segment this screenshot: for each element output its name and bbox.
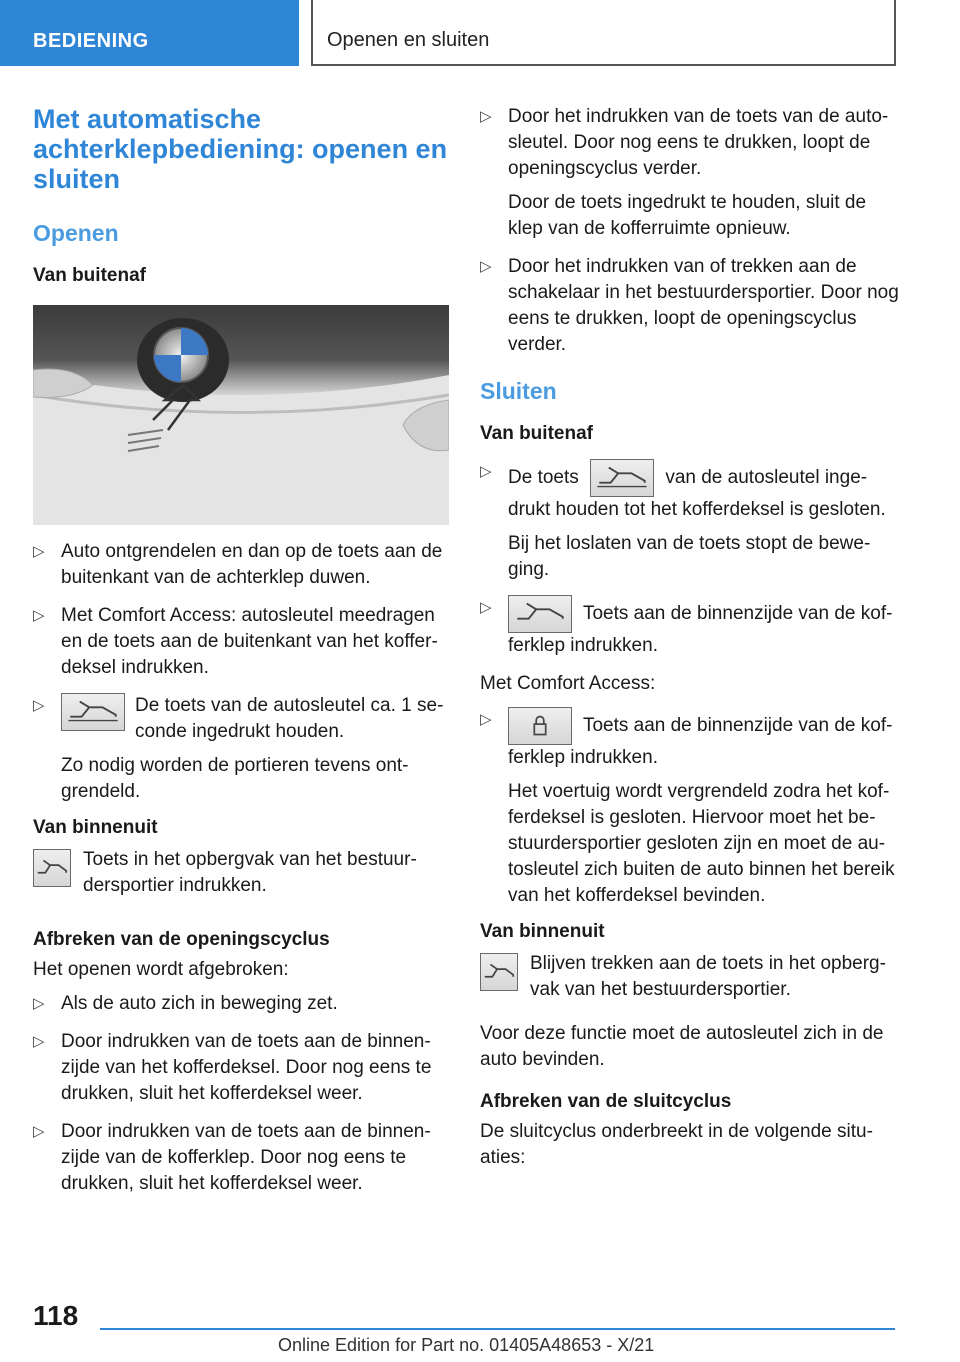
list-item: ▷ Door indrukken van de toets aan de binnenzijde van de kofferklep. Door nog eens te drukken, sluit het kofferdeksel weer. (33, 1119, 451, 1197)
key-hold-continuation: Zo nodig worden de portieren tevens ontgrendeld. (61, 755, 409, 802)
close-b1-post: van de autosleutel ingedrukt houden tot het kofferdeksel is gesloten. (508, 467, 886, 520)
section-tab (0, 0, 299, 66)
footer-divider (100, 1328, 895, 1330)
cancel-close-text: De sluitcyclus onderbreekt in de volgende situaties: (480, 1121, 873, 1168)
inside-instruction (33, 847, 451, 899)
right-column (480, 100, 900, 1171)
close-outside-heading: Van buitenaf (480, 423, 593, 444)
comfort-access-label: Met Comfort Access: (480, 673, 656, 694)
list-item: ▷ Auto ontgrendelen en dan op de toets aan de buitenkant van de achterklep duwen. (33, 539, 451, 591)
left-column (33, 100, 451, 1209)
cancel-open-intro: Het openen wordt afgebroken: (33, 959, 289, 980)
open-heading: Openen (33, 220, 119, 246)
trunk-button-icon (61, 693, 125, 731)
inside-heading: Van binnenuit (33, 817, 158, 838)
list-item: ▷ Door indrukken van de toets aan de binnenzijde van het kofferdeksel. Door nog eens te drukken, sluit het kofferdeksel weer. (33, 1029, 451, 1107)
close-b1-pre: De toets (508, 467, 579, 489)
close-b2-text: Toets aan de binnenzijde van de kofferklep indrukken. (508, 603, 893, 656)
list-item: ▷ Als de auto zich in beweging zet. (33, 991, 451, 1017)
lock-button-icon (508, 707, 572, 745)
bullet-a-text: Door het indrukken van de toets van de autosleutel. Door nog eens te drukken, loopt de openingscyclus verder. (508, 106, 889, 179)
trunk-button-icon (590, 459, 654, 497)
chapter-label: Openen en sluiten (327, 29, 490, 51)
comfort-list (480, 707, 900, 909)
function-note: Voor deze functie moet de autosleutel zich in de auto bevinden. (480, 1023, 884, 1070)
open-outside-list (33, 539, 451, 805)
open-continue-list (480, 104, 900, 358)
cancel-open-heading: Afbreken van de openingscyclus (33, 929, 330, 950)
page-title: Met automatische achterklepbediening: openen en sluiten (33, 104, 448, 194)
trunk-button-icon (33, 849, 71, 887)
list-item (480, 104, 900, 242)
bullet-a-continuation: Door de toets ingedrukt te houden, sluit de klep van de kofferruimte opnieuw. (508, 192, 867, 239)
tailgate-photo (33, 305, 449, 525)
list-item: ▷ Door het indrukken van of trekken aan de schakelaar in het bestuurdersportier. Door nog eens te drukken, loopt de openingscyclus verder. (480, 254, 900, 358)
cancel-close-heading: Afbreken van de sluitcyclus (480, 1091, 732, 1112)
chapter-tab (311, 0, 896, 66)
trunk-button-icon (508, 595, 572, 633)
cancel-open-list (33, 991, 451, 1197)
close-heading: Sluiten (480, 378, 557, 404)
footer-edition: Online Edition for Part no. 01405A48653 - X/21 (278, 1335, 655, 1355)
close-inside-instruction (480, 951, 900, 1003)
trunk-button-icon (480, 953, 518, 991)
list-item (480, 459, 900, 583)
close-list (480, 459, 900, 659)
close-inside-heading: Van binnenuit (480, 921, 605, 942)
close-b3-continuation: Het voertuig wordt vergrendeld zodra het kofferdeksel is gesloten. Hiervoor moet het bestuurdersportier gesloten zijn en moet de autosleutel zich buiten de auto binnen het bereik van het kofferdeksel bevinden. (508, 781, 895, 906)
list-item: ▷ Met Comfort Access: autosleutel meedragen en de toets aan de buitenkant van het kofferdeksel indrukken. (33, 603, 451, 681)
list-item (480, 595, 900, 659)
list-item (33, 693, 451, 805)
close-inside-text: Blijven trekken aan de toets in het opbergvak van het bestuurdersportier. (530, 953, 886, 1000)
close-b1-continuation: Bij het loslaten van de toets stopt de beweging. (508, 533, 871, 580)
outside-heading: Van buitenaf (33, 265, 146, 286)
section-label: BEDIENING (33, 30, 149, 52)
page-number: 118 (33, 1300, 79, 1331)
close-b3-text: Toets aan de binnenzijde van de kofferklep indrukken. (508, 715, 893, 768)
inside-text: Toets in het opbergvak van het bestuurdersportier indrukken. (83, 849, 417, 896)
key-hold-text: De toets van de autosleutel ca. 1 seconde ingedrukt houden. (135, 695, 444, 742)
list-item (480, 707, 900, 909)
